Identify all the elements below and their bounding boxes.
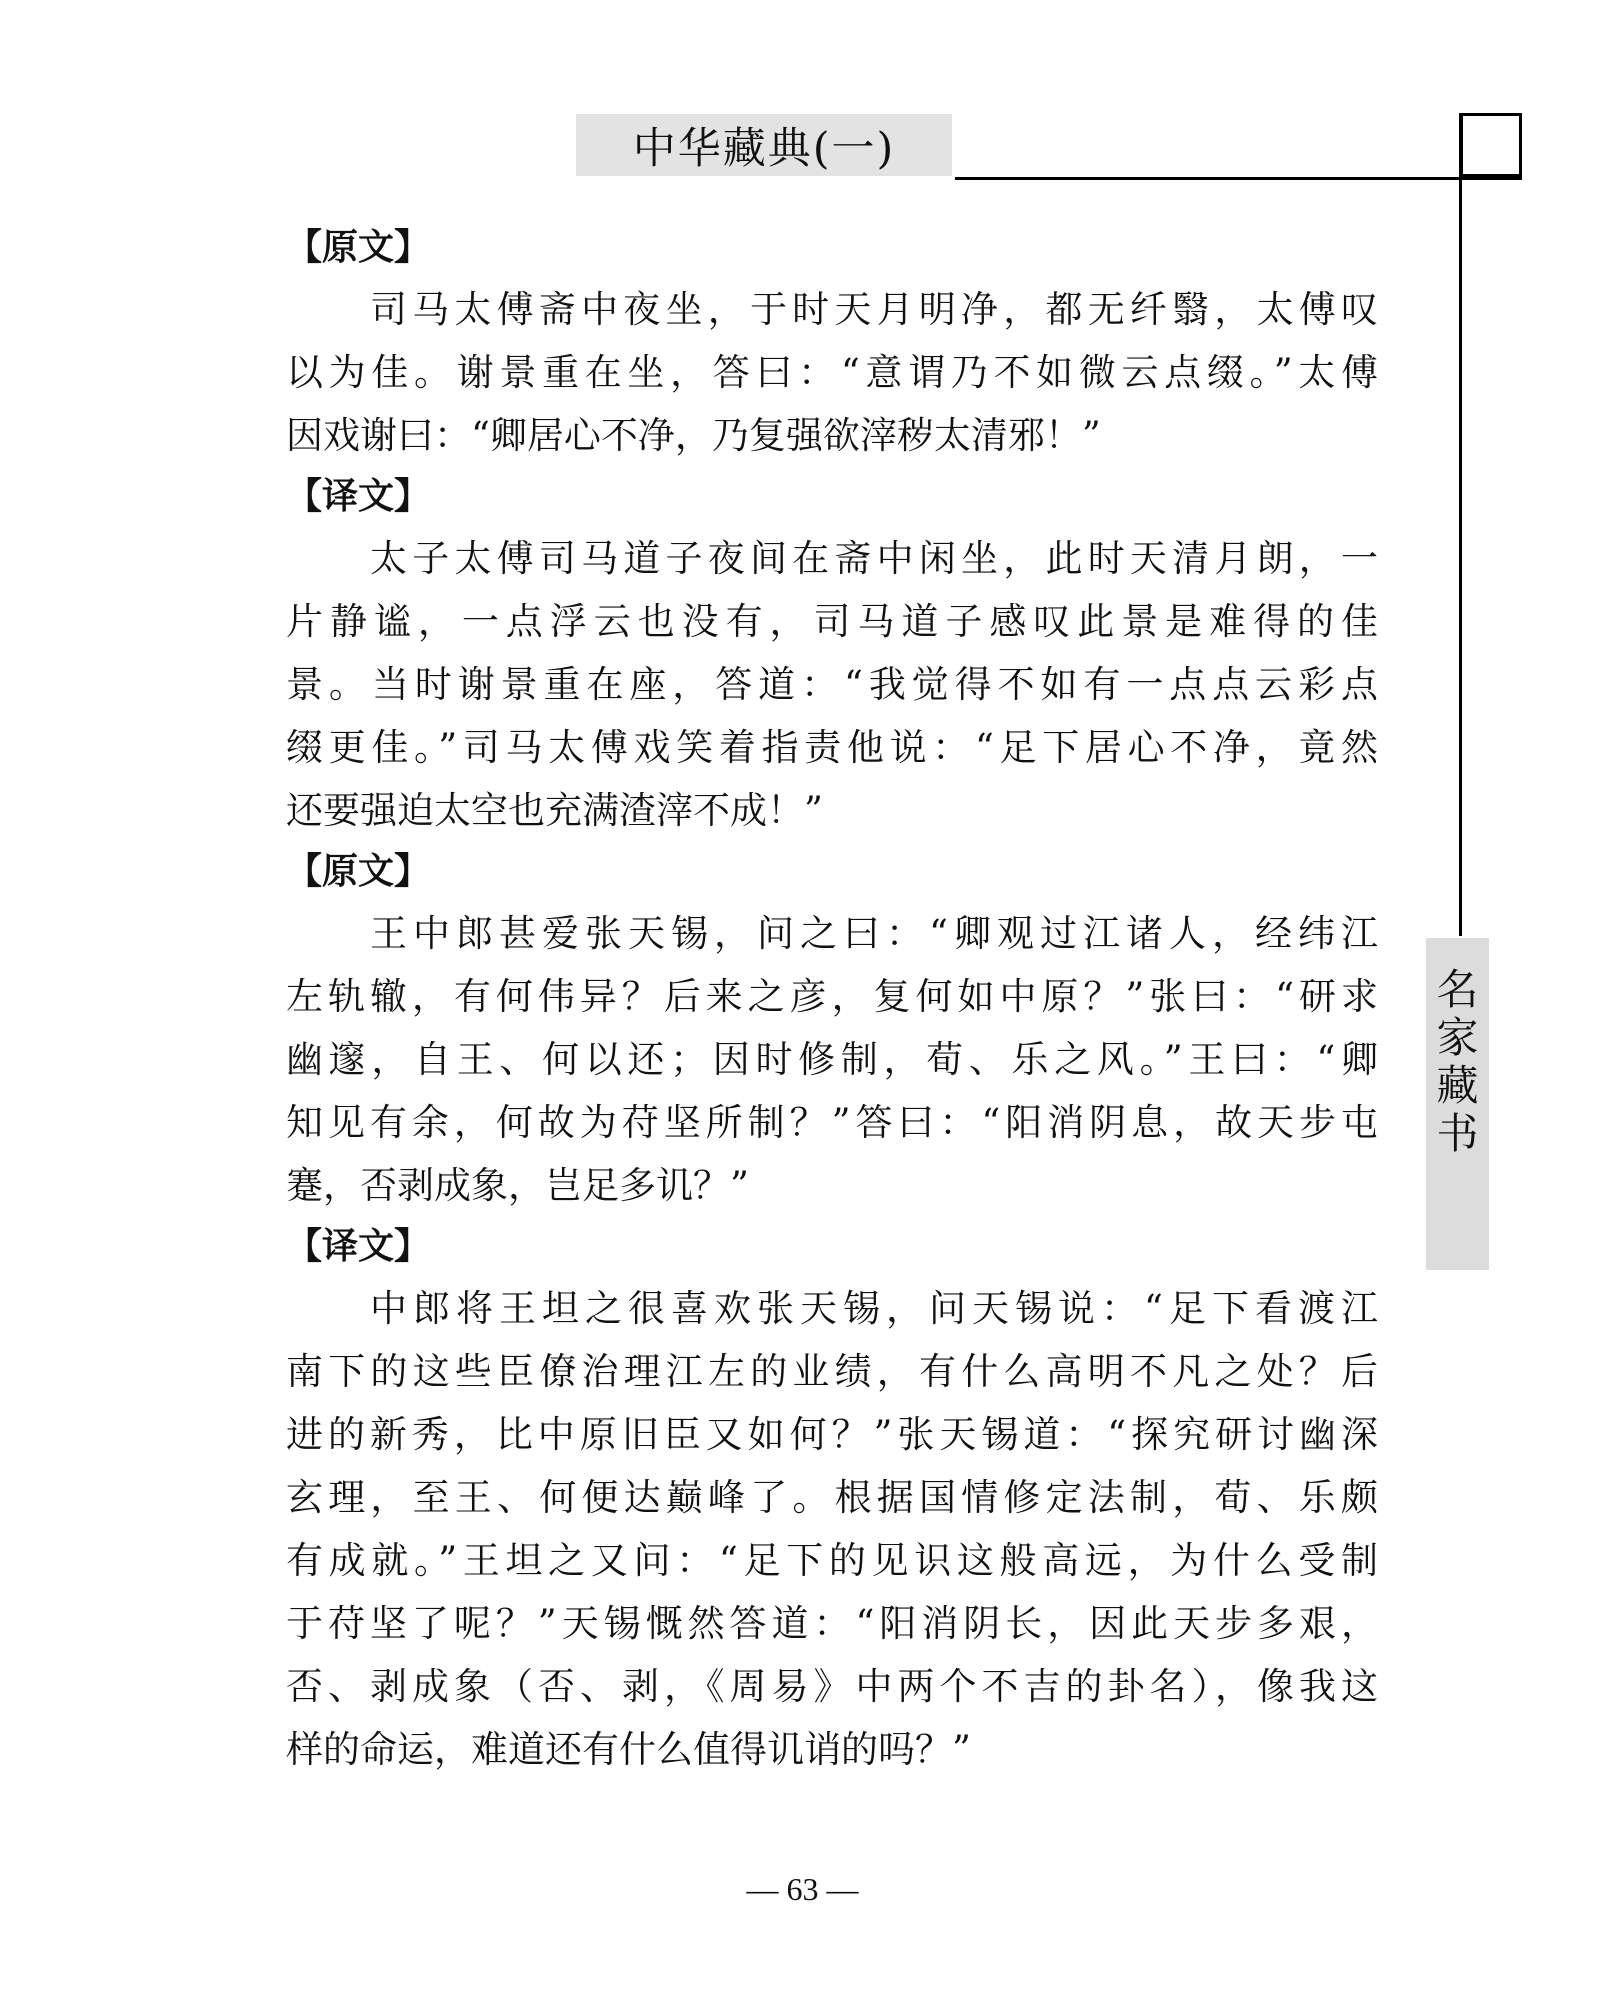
text-line: 还要强迫太空也充满渣滓不成！” bbox=[286, 789, 823, 832]
side-rule bbox=[1459, 113, 1462, 936]
text-line: 太子太傅司马道子夜间在斋中闲坐，此时天清月朗，一 bbox=[370, 537, 1378, 580]
section-label: 【原文】 bbox=[286, 227, 431, 268]
text-line: 于苻坚了呢？”天锡慨然答道：“阳消阴长，因此天步多艰， bbox=[286, 1602, 1378, 1645]
text-line: 有成就。”王坦之又问：“足下的见识这般高远，为什么受制 bbox=[286, 1539, 1378, 1582]
side-tab-char: 名 bbox=[1436, 965, 1479, 1014]
text-line: 进的新秀，比中原旧臣又如何？”张天锡道：“探究研讨幽深 bbox=[286, 1413, 1378, 1456]
side-tab-label bbox=[1426, 938, 1489, 1270]
text-line: 以为佳。谢景重在坐，答曰：“意谓乃不如微云点缀。”太傅 bbox=[286, 351, 1378, 394]
text-line: 样的命运，难道还有什么值得讥诮的吗？” bbox=[286, 1728, 971, 1771]
text-line: 因戏谢曰：“卿居心不净，乃复强欲滓秽太清邪！” bbox=[286, 414, 1101, 457]
main-text bbox=[286, 218, 1378, 1781]
section-label: 【译文】 bbox=[286, 476, 431, 517]
corner-box-decoration bbox=[1460, 113, 1522, 177]
text-line: 王中郎甚爱张天锡，问之曰：“卿观过江诸人，经纬江 bbox=[370, 912, 1378, 955]
section-label: 【原文】 bbox=[286, 851, 431, 892]
text-line: 缀更佳。”司马太傅戏笑着指责他说：“足下居心不净，竟然 bbox=[286, 726, 1378, 769]
section-label: 【译文】 bbox=[286, 1226, 431, 1267]
side-tab-char: 藏 bbox=[1436, 1061, 1479, 1110]
header-rule bbox=[955, 177, 1522, 180]
text-line: 幽邃，自王、何以还；因时修制，荀、乐之风。”王曰：“卿 bbox=[286, 1038, 1378, 1081]
text-line: 左轨辙，有何伟异？后来之彦，复何如中原？”张曰：“研求 bbox=[286, 975, 1378, 1018]
text-line: 景。当时谢景重在座，答道：“我觉得不如有一点点云彩点 bbox=[286, 663, 1378, 706]
text-line: 片静谧，一点浮云也没有，司马道子感叹此景是难得的佳 bbox=[286, 600, 1378, 643]
text-line: 司马太傅斋中夜坐，于时天月明净，都无纤翳，太傅叹 bbox=[370, 288, 1378, 331]
text-line: 南下的这些臣僚治理江左的业绩，有什么高明不凡之处？后 bbox=[286, 1350, 1378, 1393]
text-line: 知见有余，何故为苻坚所制？”答曰：“阳消阴息，故天步屯 bbox=[286, 1101, 1378, 1144]
page-number: — 63 — bbox=[746, 1871, 859, 1907]
text-line: 否、剥成象（否、剥，《周易》中两个不吉的卦名），像我这 bbox=[286, 1665, 1378, 1708]
side-tab-char: 家 bbox=[1436, 1013, 1479, 1062]
side-tab-char: 书 bbox=[1436, 1109, 1479, 1158]
running-header-title: 中华藏典(一) bbox=[576, 114, 952, 176]
text-line: 中郎将王坦之很喜欢张天锡，问天锡说：“足下看渡江 bbox=[370, 1287, 1378, 1330]
text-line: 蹇，否剥成象，岂足多讥？” bbox=[286, 1164, 749, 1207]
text-line: 玄理，至王、何便达巅峰了。根据国情修定法制，荀、乐颇 bbox=[286, 1476, 1378, 1519]
